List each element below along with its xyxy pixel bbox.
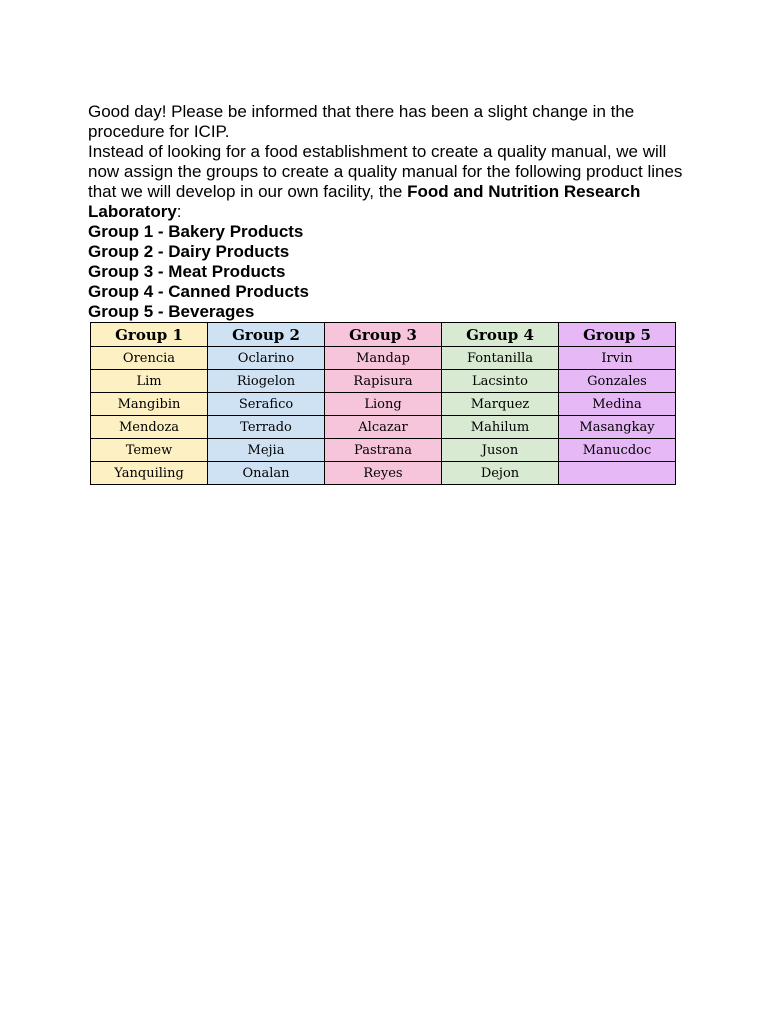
member-cell: Yanquiling xyxy=(91,462,208,485)
table-row xyxy=(91,370,676,393)
member-cell: Medina xyxy=(559,393,676,416)
member-cell: Juson xyxy=(442,439,559,462)
table-row xyxy=(91,416,676,439)
assignment-group-1: Group 1 - Bakery Products xyxy=(88,222,304,241)
member-cell: Masangkay xyxy=(559,416,676,439)
intro-paragraph xyxy=(88,102,688,222)
member-cell: Pastrana xyxy=(325,439,442,462)
member-cell: Dejon xyxy=(442,462,559,485)
member-cell: Riogelon xyxy=(208,370,325,393)
header-group-5: Group 5 xyxy=(559,323,676,347)
assignment-group-4: Group 4 - Canned Products xyxy=(88,282,310,301)
member-cell: Rapisura xyxy=(325,370,442,393)
group-members-table xyxy=(90,322,676,485)
instruction-colon: : xyxy=(176,202,182,221)
member-cell: Mendoza xyxy=(91,416,208,439)
member-cell: Irvin xyxy=(559,347,676,370)
assignment-group-3: Group 3 - Meat Products xyxy=(88,262,286,281)
header-group-3: Group 3 xyxy=(325,323,442,347)
member-cell: Onalan xyxy=(208,462,325,485)
member-cell: Mangibin xyxy=(91,393,208,416)
assignment-group-5: Group 5 - Beverages xyxy=(88,302,255,321)
member-cell: Marquez xyxy=(442,393,559,416)
facility-name: Food and Nutrition Research Laboratory xyxy=(88,182,641,221)
header-group-1: Group 1 xyxy=(91,323,208,347)
table-row xyxy=(91,439,676,462)
member-cell: Oclarino xyxy=(208,347,325,370)
empty-cell xyxy=(559,462,676,485)
member-cell: Fontanilla xyxy=(442,347,559,370)
member-cell: Lacsinto xyxy=(442,370,559,393)
member-cell: Gonzales xyxy=(559,370,676,393)
member-cell: Temew xyxy=(91,439,208,462)
instruction-text: Instead of looking for a food establishment to create a quality manual, we will now assign the groups to create a quality manual for the following product lines that we will develop in our own facility, the xyxy=(88,142,683,201)
member-cell: Mandap xyxy=(325,347,442,370)
table-row xyxy=(91,347,676,370)
intro-text: Good day! Please be informed that there has been a slight change in the procedure for ICIP. xyxy=(88,102,635,141)
member-cell: Mejia xyxy=(208,439,325,462)
member-cell: Reyes xyxy=(325,462,442,485)
member-cell: Orencia xyxy=(91,347,208,370)
header-group-2: Group 2 xyxy=(208,323,325,347)
member-cell: Liong xyxy=(325,393,442,416)
table-row xyxy=(91,462,676,485)
member-cell: Alcazar xyxy=(325,416,442,439)
table-header-row xyxy=(91,323,676,347)
header-group-4: Group 4 xyxy=(442,323,559,347)
member-cell: Manucdoc xyxy=(559,439,676,462)
document-body xyxy=(88,102,688,485)
member-cell: Lim xyxy=(91,370,208,393)
assignment-group-2: Group 2 - Dairy Products xyxy=(88,242,290,261)
member-cell: Terrado xyxy=(208,416,325,439)
table-row xyxy=(91,393,676,416)
member-cell: Mahilum xyxy=(442,416,559,439)
member-cell: Serafico xyxy=(208,393,325,416)
